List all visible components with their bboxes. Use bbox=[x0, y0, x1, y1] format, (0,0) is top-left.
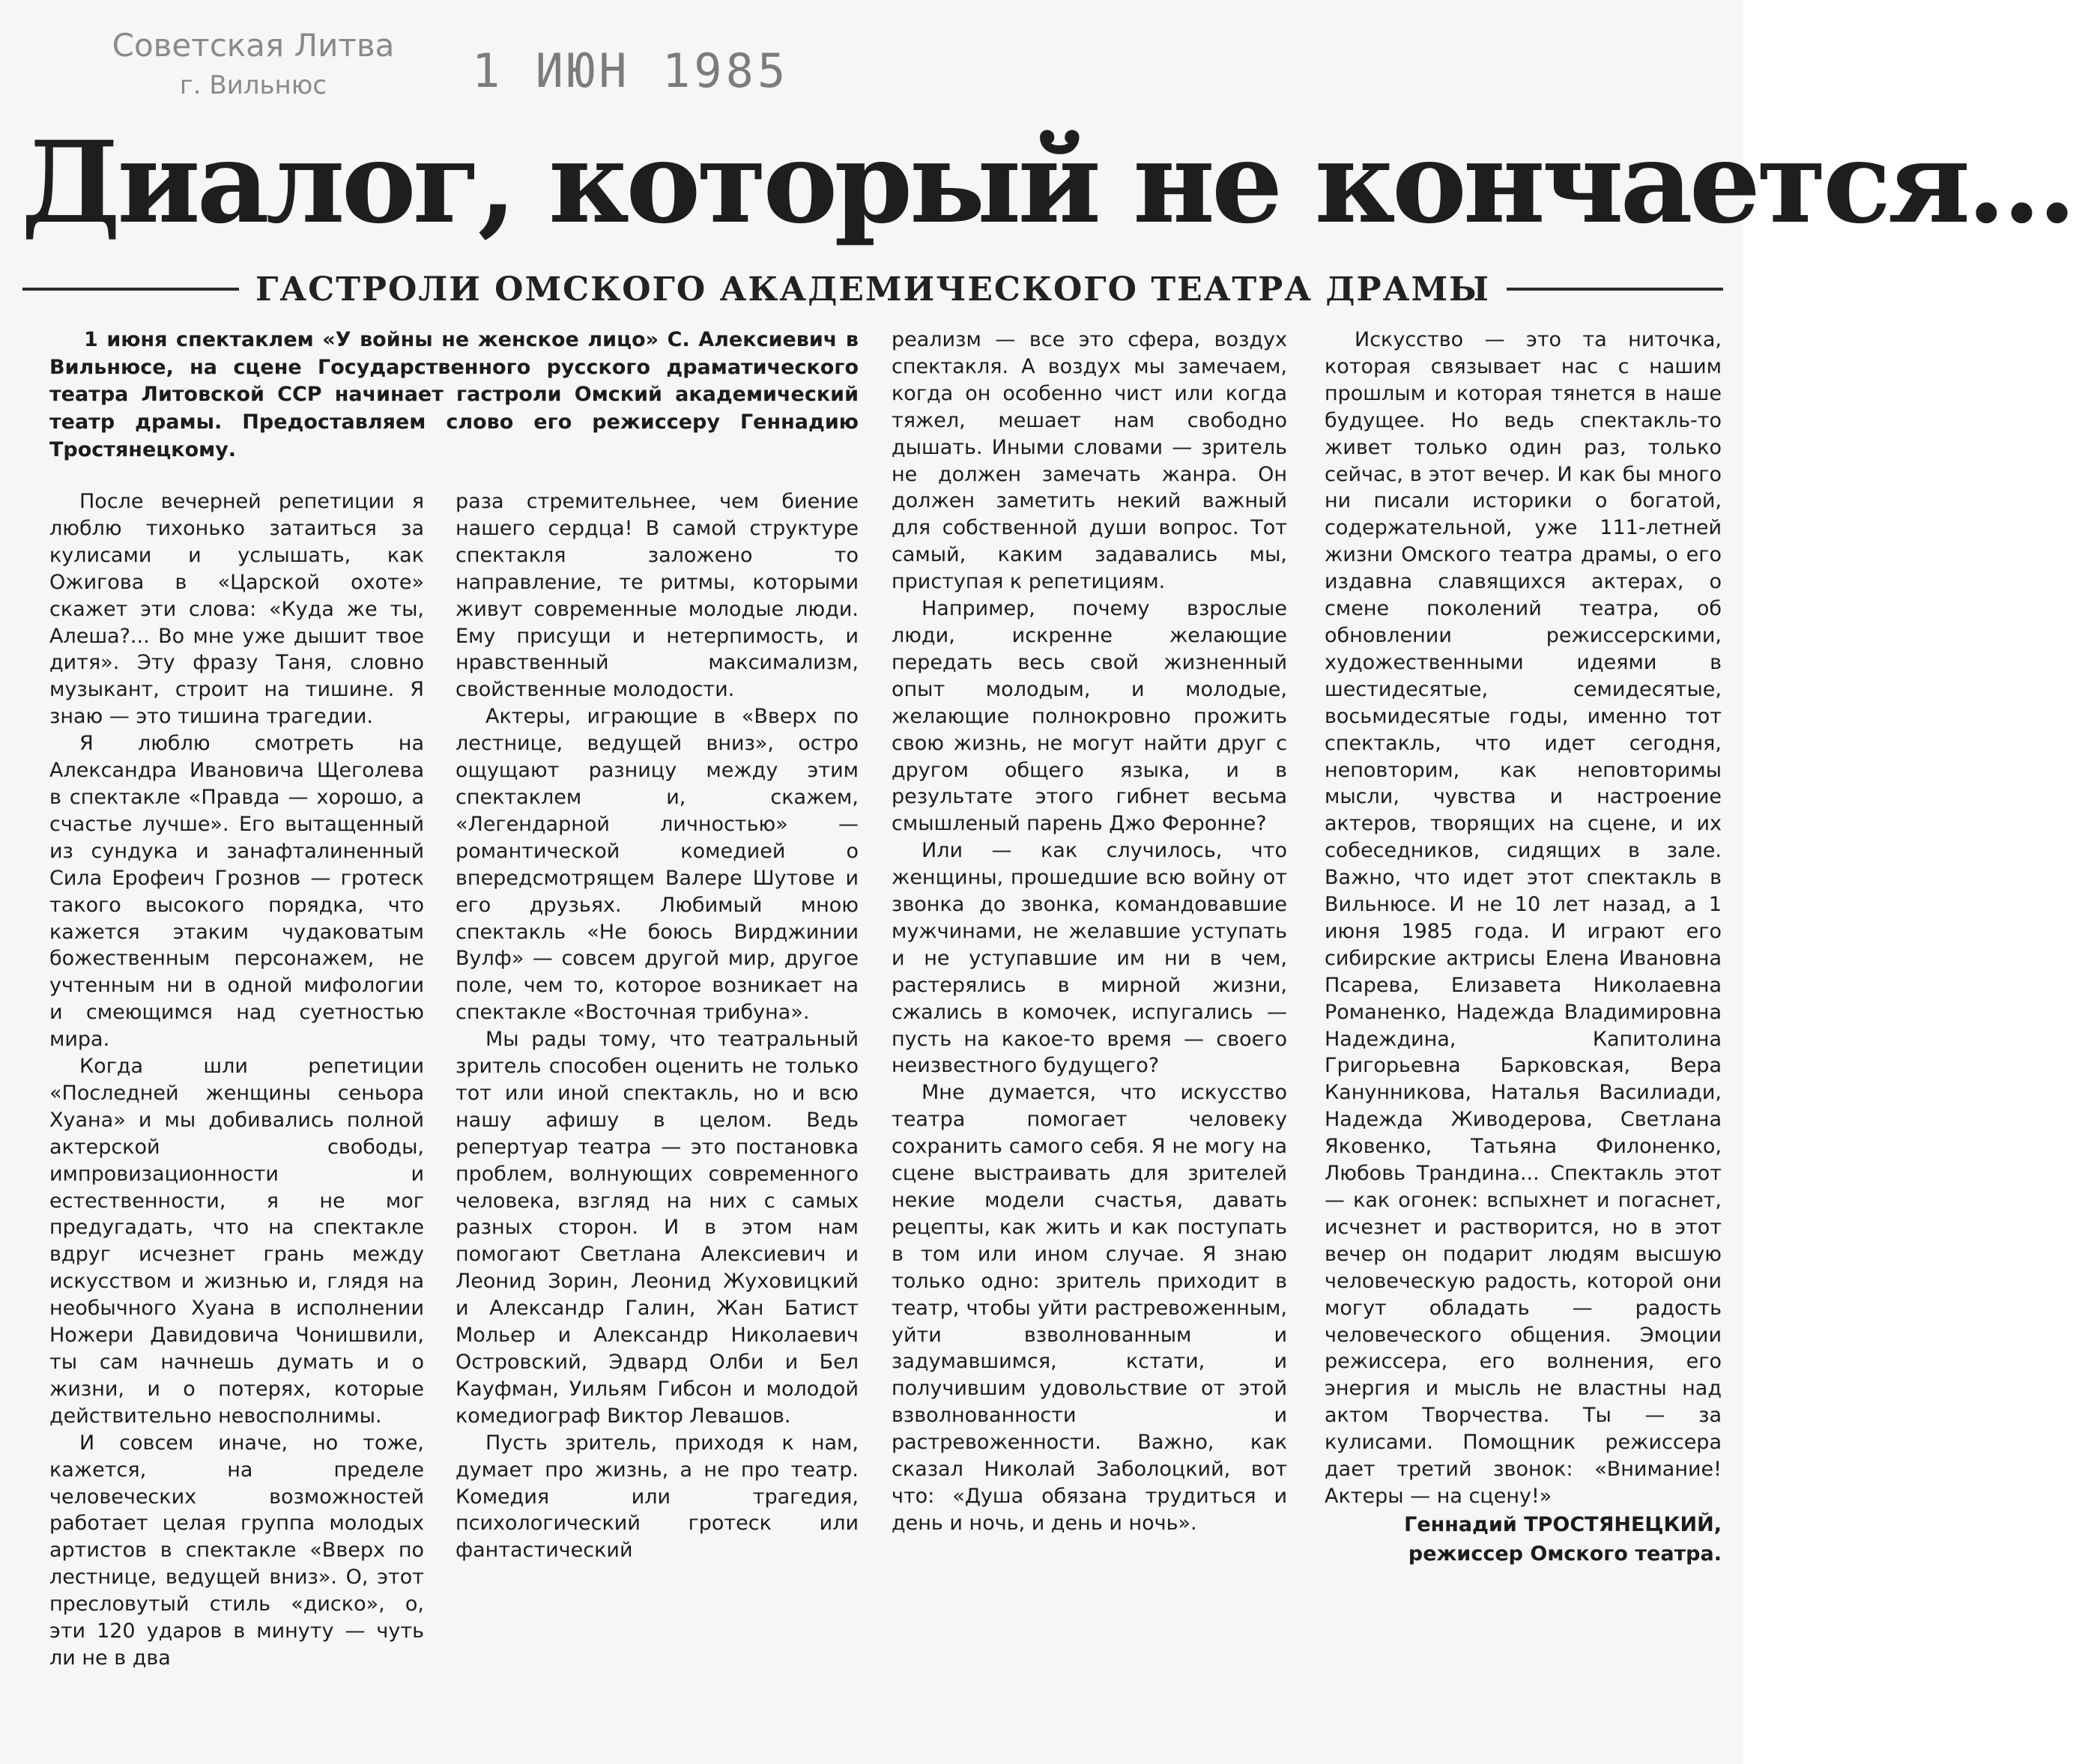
paragraph: Например, почему взрослые люди, искренне желающие передать весь свой жизненный опыт молодым, и молодые, желающие полнокровно прожить свою жизнь, не могут найти друг с другом общего языка, и в результате этого гибнет весьма смышленый парень Джо Феронне? bbox=[892, 597, 1287, 836]
paragraph: Искусство — это та ниточка, которая связывает нас с нашим прошлым и которая тянется в наше будущее. Но ведь спектакль-то живет только один раз, только сейчас, в этот вечер. И как бы много ни писали историки о богатой, содержательной, уже 111-летней жизни Омского театра драмы, о его издавна славящихся актерах, о смене поколений театра, об обновлении режиссерскими, художественными идеями в шестидесятые, семидесятые, восьмидесятые годы, именно тот спектакль, что идет сегодня, неповторим, как неповторимы мысли, чувства и настроение актеров, творящих на сцене, и их собеседников, сидящих в зале. Важно, что идет этот спектакль в Вильнюсе. И не 10 лет назад, а 1 июня 1985 года. И играют его сибирские актрисы Елена Ивановна Псарева, Елизавета Николаевна Романенко, Надежда Владимировна Надеждина, Капитолина Григорьевна Барковская, Вера Канунникова, Наталья Василиади, Надежда Живодерова, Светлана Яковенко, Татьяна Филоненко, Любовь Трандина... Спектакль этот — как огонек: вспыхнет и погаснет, исчезнет и растворится, но в этот вечер он подарит людям высшую человеческую радость, которой они могут обладать — радость человеческого общения. Эмоции режиссера, его волнения, его энергия и мысль не властны над актом Творчества. Ты — за кулисами. Помощник режиссера дает третий звонок: «Внимание! Актеры — на сцену!» bbox=[1325, 328, 1722, 1508]
paragraph: После вечерней репетиции я люблю тихонько затаиться за кулисами и услышать, как Ожигова в «Царской охоте» скажет эти слова: «Куда же ты, Алеша?... Во мне уже дышит твое дитя». Эту фразу Таня, словно музыкант, строит на тишине. Я знаю — это тишина трагедии. bbox=[49, 490, 424, 729]
paragraph: Пусть зритель, приходя к нам, думает про жизнь, а не про театр. Комедия или трагедия, психологический гротеск или фантастический bbox=[456, 1431, 859, 1563]
newspaper-city: г. Вильнюс bbox=[179, 70, 327, 101]
paragraph: Актеры, играющие в «Вверх по лестнице, ведущей вниз», остро ощущают разницу между этим спектаклем и, скажем, «Легендарной личностью» — романтической комедией о впередсмотрящем Валере Шутове и его друзьях. Любимый мною спектакль «Не боюсь Вирджинии Вулф» — совсем другой мир, другое поле, чем то, которое возникает на спектакле «Восточная трибуна». bbox=[456, 705, 859, 1025]
article-column-3 bbox=[892, 327, 1287, 1537]
newspaper-name: Советская Литва bbox=[112, 27, 395, 64]
article-column-4 bbox=[1325, 327, 1722, 1568]
author-name: Геннадий ТРОСТЯНЕЦКИЙ, bbox=[1404, 1512, 1722, 1536]
paragraph: Мы рады тому, что театральный зритель способен оценить не только тот или иной спектакль, но и всю нашу афишу в целом. Ведь репертуар театра — это постановка проблем, волнующих современного человека, взгляд на них с самых разных сторон. И в этом нам помогают Светлана Алексиевич и Леонид Зорин, Леонид Жуховицкий и Александр Галин, Жан Батист Мольер и Александр Николаевич Островский, Эдвард Олби и Бел Кауфман, Уильям Гибсон и молодой комедиограф Виктор Левашов. bbox=[456, 1028, 859, 1428]
subheadline-rule-right bbox=[1507, 288, 1723, 291]
paragraph: реализм — все это сфера, воздух спектакля. А воздух мы замечаем, когда он особенно чист или когда тяжел, мешает нам свободно дышать. Иными словами — зритель не должен замечать жанра. Он должен заметить некий важный для собственной души вопрос. Тот самый, каким задавались мы, приступая к репетициям. bbox=[892, 328, 1287, 594]
paragraph: раза стремительнее, чем биение нашего сердца! В самой структуре спектакля заложено то направление, те ритмы, которыми живут современные молодые люди. Ему присущи и нетерпимость, и нравственный максимализм, свойственные молодости. bbox=[456, 490, 859, 702]
article-headline: Диалог, который не кончается... bbox=[21, 117, 2073, 249]
paragraph: Мне думается, что искусство театра помогает человеку сохранить самого себя. Я не могу на сцене выстраивать для зрителей некие модели счастья, давать рецепты, как жить и как поступать в том или ином случае. Я знаю только одно: зритель приходит в театр, чтобы уйти растревоженным, уйти взволнованным и задумавшимся, кстати, и получившим удовольствие от этой взволнованности и растревоженности. Важно, как сказал Николай Заболоцкий, вот что: «Душа обязана трудиться и день и ночь, и день и ночь». bbox=[892, 1081, 1287, 1535]
paragraph: Я люблю смотреть на Александра Ивановича Щеголева в спектакле «Правда — хорошо, а счастье лучше». Его вытащенный из сундука и занафталиненный Сила Ерофеич Грознов — гротеск такого высокого порядка, что кажется этаким чудаковатым божественным персонажем, не учтенным ни в одной мифологии и смеющимся над суетностью мира. bbox=[49, 732, 424, 1052]
article-column-1 bbox=[49, 488, 424, 1672]
article-lead: 1 июня спектаклем «У войны не женское лицо» С. Алексиевич в Вильнюсе, на сцене Государственного русского драматического театра Литовской ССР начинает гастроли Омский академический театр драмы. Предоставляем слово его режиссеру Геннадию Тростянецкому. bbox=[49, 328, 859, 461]
paragraph: Или — как случилось, что женщины, прошедшие всю войну от звонка до звонка, командовавшие мужчинами, не желавшие уступать и не уступавшие им ни в чем, растерялись в мирной жизни, сжались в комочек, испугались — пусть на какое-то время — своего неизвестного будущего? bbox=[892, 839, 1287, 1078]
subheadline-row bbox=[22, 259, 1723, 319]
article-subheadline: ГАСТРОЛИ ОМСКОГО АКАДЕМИЧЕСКОГО ТЕАТРА ДРАМЫ bbox=[255, 270, 1491, 309]
subheadline-rule-left bbox=[22, 288, 239, 291]
author-role: режиссер Омского театра. bbox=[1408, 1542, 1722, 1566]
paragraph: И совсем иначе, но тоже, кажется, на пределе человеческих возможностей работает целая группа молодых артистов в спектакле «Вверх по лестнице, ведущей вниз». О, этот пресловутый стиль «диско», о, эти 120 ударов в минуту — чуть ли не в два bbox=[49, 1431, 424, 1670]
clipping-source bbox=[88, 27, 418, 101]
article-column-2 bbox=[456, 488, 859, 1564]
author-signature bbox=[1325, 1510, 1722, 1568]
date-stamp: 1 ИЮН 1985 bbox=[472, 43, 790, 98]
paragraph: Когда шли репетиции «Последней женщины сеньора Хуана» и мы добивались полной актерской свободы, импровизационности и естественности, я не мог предугадать, что на спектакле вдруг исчезнет грань между искусством и жизнью и, глядя на необычного Хуана в исполнении Ножери Давидовича Чонишвили, ты сам начнешь думать и о жизни, и о потерях, которые действительно невосполнимы. bbox=[49, 1055, 424, 1428]
